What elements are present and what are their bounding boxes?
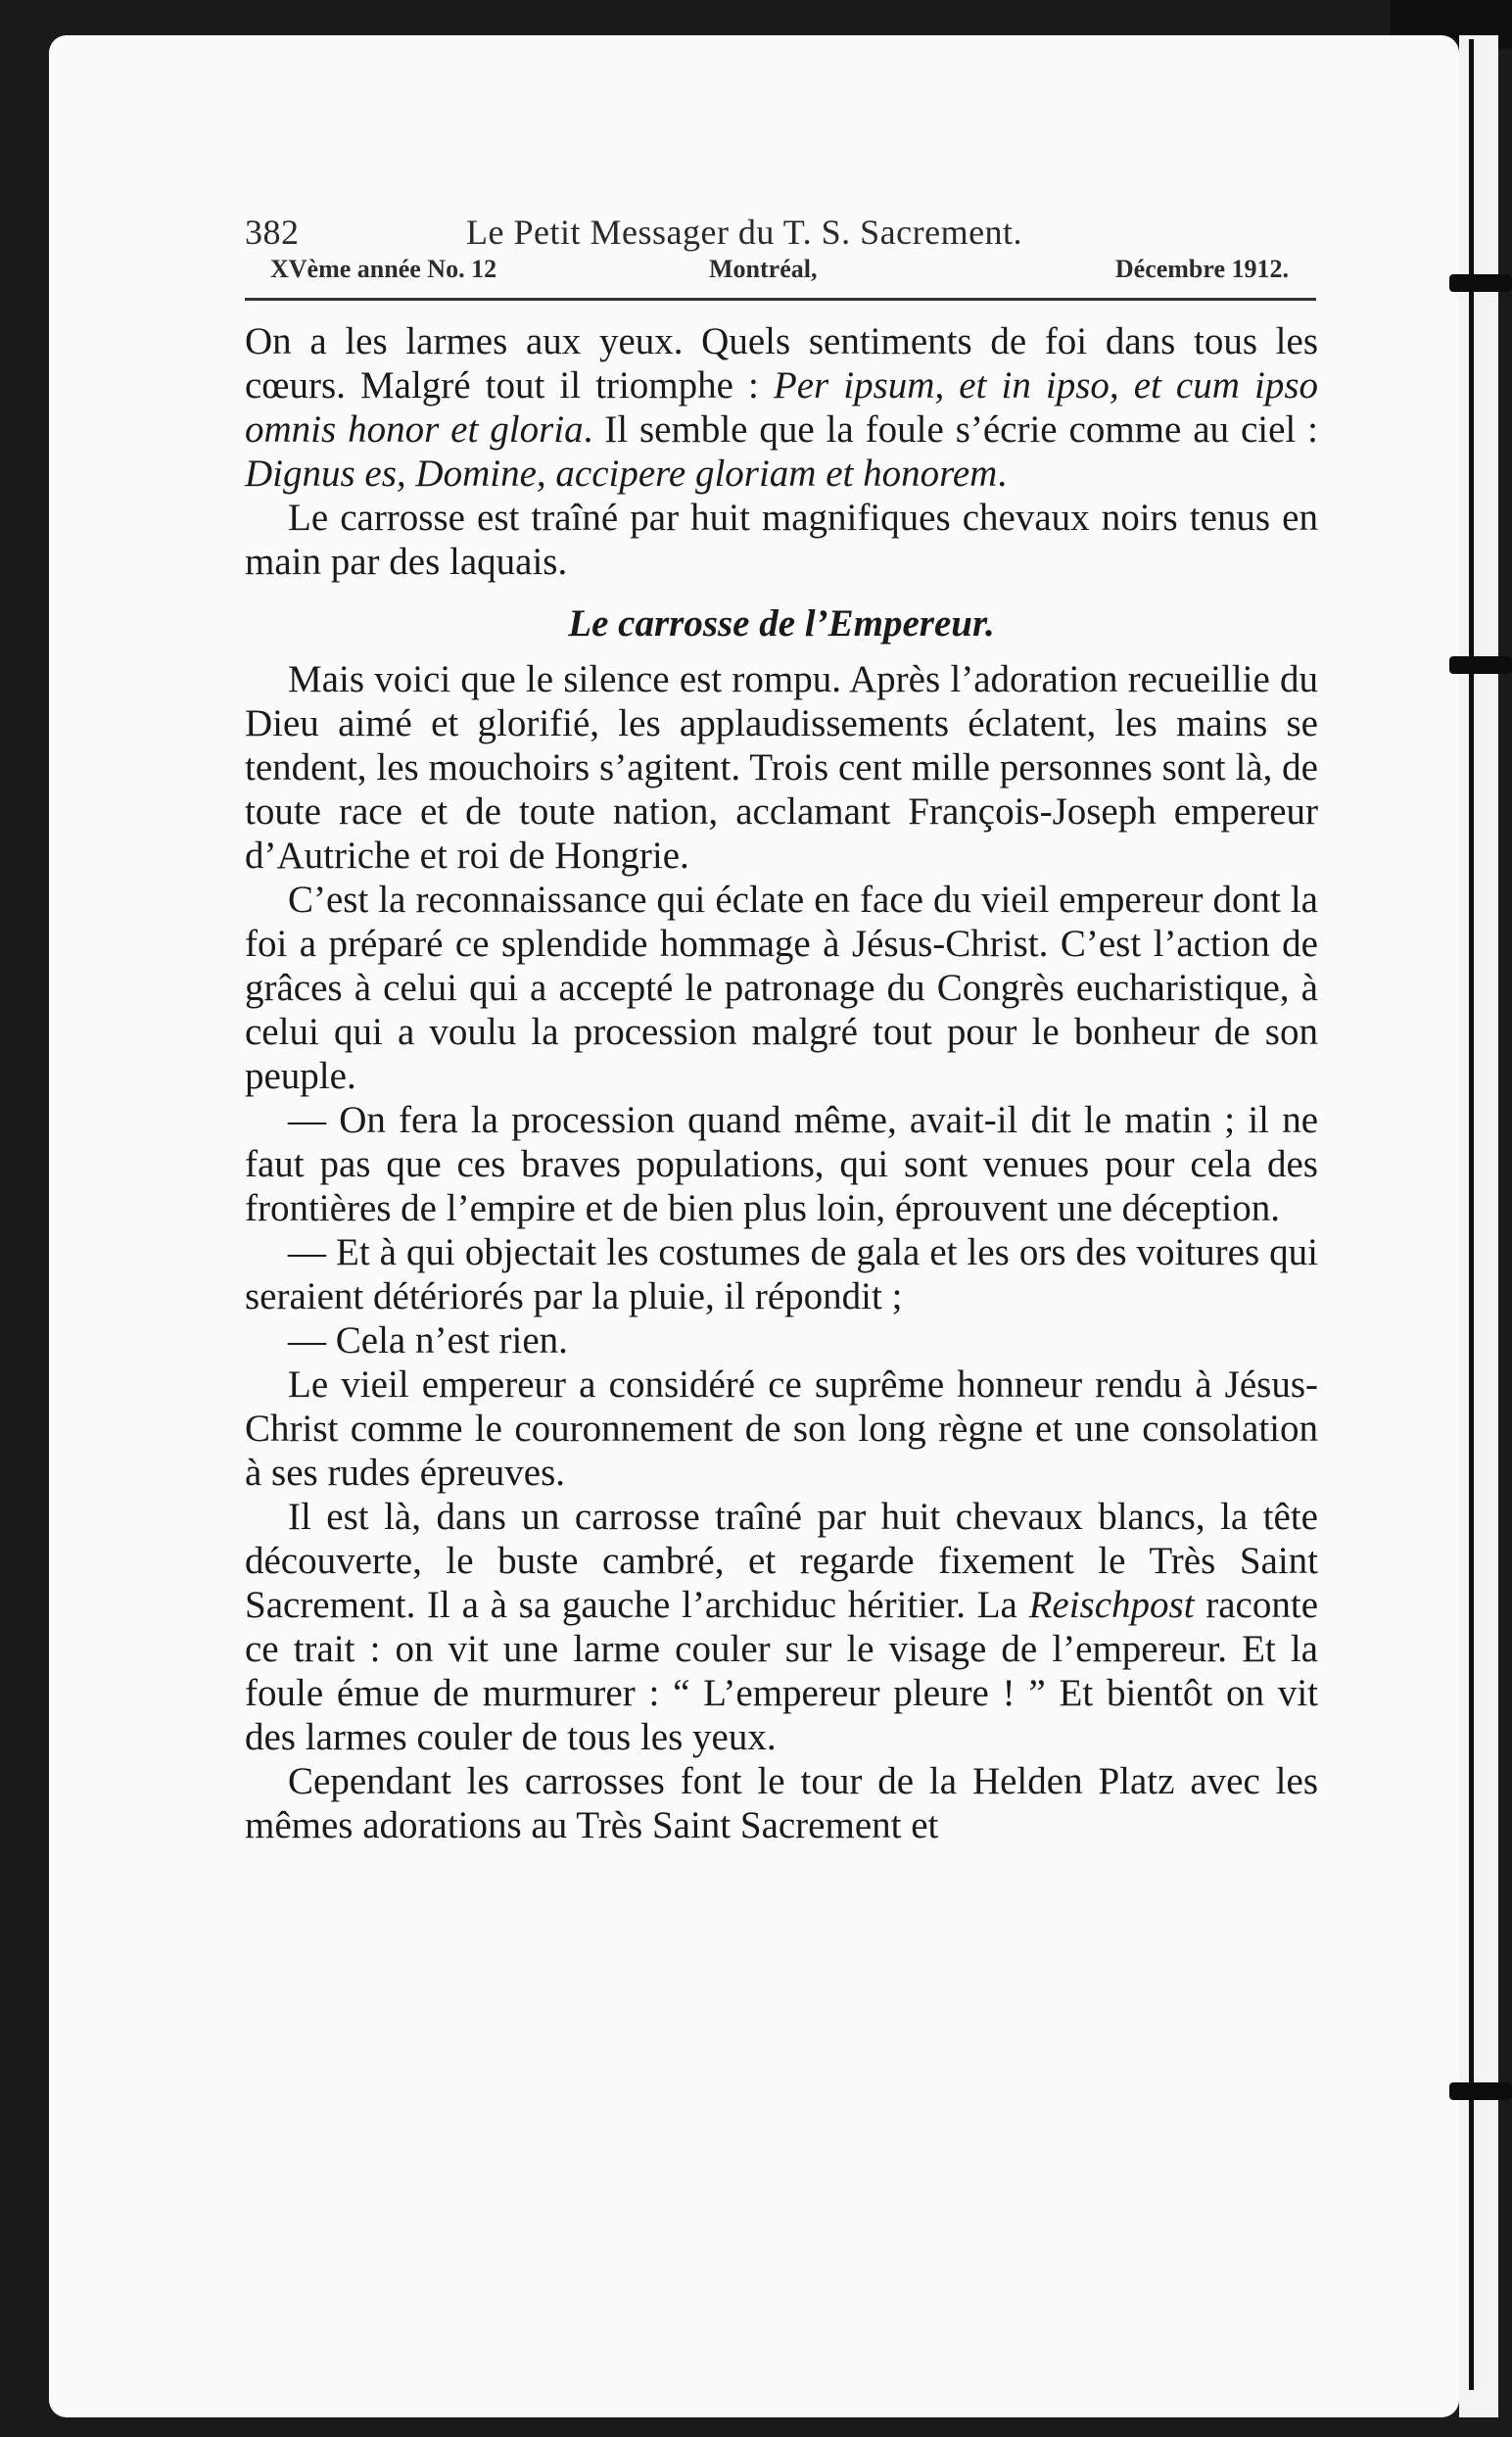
text-run: On a les larmes aux yeux. Quels sentiments de foi dans tous les cœurs. Malgré tout il triomphe : [245,320,1318,406]
paragraph: Le carrosse est traîné par huit magnifiques chevaux noirs tenus en main par des laquais. [245,497,1318,583]
header-rule [245,298,1316,301]
latin-quote: Dignus es, Domine, accipere gloriam et honorem [245,453,998,495]
paragraph: — Cela n’est rien. [288,1319,568,1362]
section-heading: Le carrosse de l’Empereur. [568,602,995,645]
page-number: 382 [245,213,300,252]
binding-clip [1449,2082,1512,2100]
article-body [245,319,1318,1847]
paragraph [245,319,1318,496]
paragraph: — On fera la procession quand même, avait-il dit le matin ; il ne faut pas que ces braves populations, qui sont venues pour cela des frontières de l’empire et de bien plus loin, éprouvent une déception. [245,1099,1318,1229]
newspaper-name: Reischpost [1028,1584,1195,1626]
place-of-publication: Montréal, [709,255,818,283]
text-run: . [997,453,1008,495]
spine-edge-line [1469,39,1474,2390]
paragraph: Le vieil empereur a considéré ce suprême honneur rendu à Jésus-Christ comme le couronnement de son long règne et une consolation à ses rudes épreuves. [245,1363,1318,1494]
journal-title: Le Petit Messager du T. S. Sacrement. [466,213,1023,252]
paragraph: Mais voici que le silence est rompu. Après l’adoration recueillie du Dieu aimé et glorifié, les applaudissements éclatent, les mains se tendent, les mouchoirs s’agitent. Trois cent mille personnes sont là, de toute race et de toute nation, acclamant François-Joseph empereur d’Autriche et roi de Hongrie. [245,658,1318,877]
page-spine [1459,35,1498,2417]
binding-clip [1449,274,1512,292]
paragraph [245,1495,1318,1759]
issue-date: Décembre 1912. [1114,255,1289,283]
binding-clip [1449,656,1512,674]
paragraph: Cependant les carrosses font le tour de la Helden Platz avec les mêmes adorations au Très Saint Sacrement et [245,1760,1318,1846]
text-run: Il est là, dans un carrosse traîné par huit chevaux blancs, la tête découverte, le buste cambré, et regarde fixement le Très Saint Sacrement. Il a à sa gauche l’archiduc héritier. La [245,1496,1318,1626]
issue-number: XVème année No. 12 [270,255,497,283]
text-run: raconte ce trait : on vit une larme couler sur le visage de l’empereur. Et la foule émue de murmurer : “ L’empereur pleure ! ” Et bientôt on vit des larmes couler de tous les yeux. [245,1584,1318,1758]
paragraph: — Et à qui objectait les costumes de gala et les ors des voitures qui seraient détériorés par la pluie, il répondit ; [245,1231,1318,1317]
text-run: . Il semble que la foule s’écrie comme au ciel : [583,408,1318,451]
paragraph: C’est la reconnaissance qui éclate en face du vieil empereur dont la foi a préparé ce splendide hommage à Jésus-Christ. C’est l’action de grâces à celui qui a accepté le patronage du Congrès eucharistique, à celui qui a voulu la procession malgré tout pour le bonheur de son peuple. [245,879,1318,1097]
latin-quote: Per ipsum, et in ipso, et cum ipso omnis honor et gloria [245,364,1318,451]
